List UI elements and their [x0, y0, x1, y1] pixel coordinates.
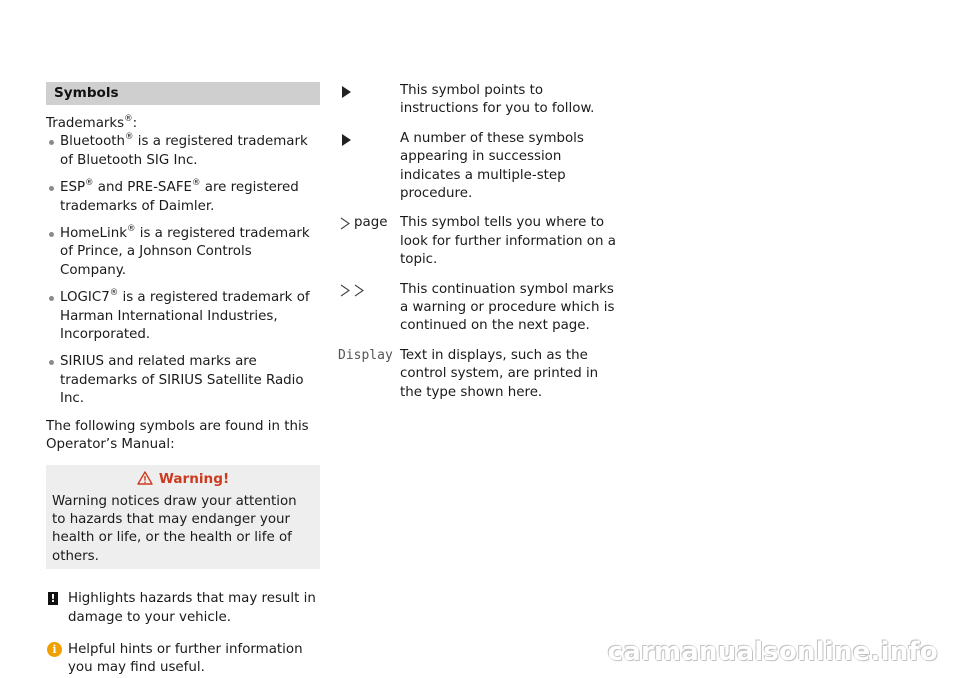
symbol-description: This continuation symbol marks a warning or procedure which is continued on the next page.	[400, 281, 615, 334]
symbol-cell	[338, 214, 400, 232]
warning-body: Warning notices draw your attention to hazards that may endanger your health or life, or the health or life of others.	[52, 493, 297, 564]
trademarks-intro: Trademarks®:	[46, 113, 138, 131]
table-row	[338, 82, 618, 119]
list-item: SIRIUS and related marks are trademarks of SIRIUS Satellite Radio Inc.	[46, 353, 320, 408]
symbol-description: Text in displays, such as the control system, are printed in the type shown here.	[400, 347, 599, 400]
solid-triangle-icon	[342, 86, 351, 98]
warning-title: Warning!	[52, 469, 314, 489]
list-item: ESP® and PRE-SAFE® are registered trademarks of Daimler.	[46, 179, 320, 216]
symbols-intro: The following symbols are found in this Operator’s Manual:	[46, 418, 309, 453]
info-icon: i	[47, 642, 62, 657]
hazard-note: ! Highlights hazards that may result in damage to your vehicle.	[46, 590, 320, 627]
section-title: Symbols	[46, 82, 320, 105]
bullet-icon	[49, 360, 54, 365]
bullet-icon	[49, 232, 54, 237]
bullet-icon	[49, 140, 54, 145]
page-label: page	[354, 215, 388, 231]
warning-triangle-icon	[137, 471, 153, 485]
exclamation-icon: !	[48, 592, 58, 605]
left-column	[46, 82, 320, 678]
watermark: carmanualsonline.info	[607, 637, 938, 667]
trademarks-list	[46, 133, 320, 408]
symbol-description: This symbol points to instructions for you to follow.	[400, 83, 595, 117]
symbol-cell	[338, 281, 400, 299]
display-label: Display	[338, 347, 393, 363]
outline-triangle-icon	[340, 217, 350, 230]
symbol-cell	[338, 347, 400, 365]
table-row	[338, 214, 618, 269]
symbol-cell	[338, 82, 400, 100]
bullet-icon	[49, 186, 54, 191]
bullet-icon	[49, 296, 54, 301]
list-item: HomeLink® is a registered trademark of Prince, a Johnson Controls Company.	[46, 225, 320, 280]
table-row	[338, 130, 618, 204]
list-item: LOGIC7® is a registered trademark of Harman International Industries, Incorporated.	[46, 289, 320, 344]
info-note: i Helpful hints or further information you may find useful.	[46, 641, 320, 678]
double-outline-triangle-icon	[340, 284, 366, 297]
symbol-table	[338, 82, 618, 402]
symbol-cell	[338, 130, 400, 148]
symbol-description: A number of these symbols appearing in succession indicates a multiple-step procedure.	[400, 130, 584, 202]
table-row	[338, 347, 618, 402]
symbol-description: This symbol tells you where to look for further information on a topic.	[400, 215, 616, 268]
table-row	[338, 281, 618, 336]
warning-box	[46, 465, 320, 570]
list-item: Bluetooth® is a registered trademark of Bluetooth SIG Inc.	[46, 133, 320, 170]
solid-triangle-icon	[342, 134, 351, 146]
